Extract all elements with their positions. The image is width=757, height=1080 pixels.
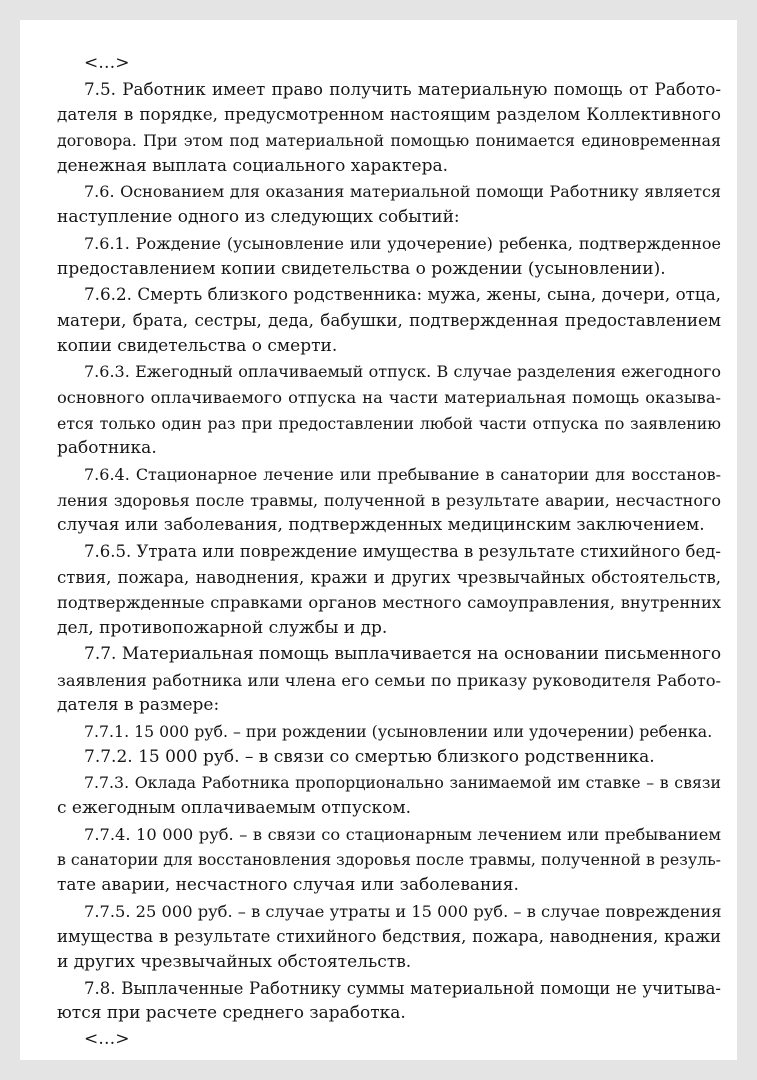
paragraph-line: денежная выплата социального характера. bbox=[57, 155, 449, 176]
paragraph-7-7-4 bbox=[57, 822, 721, 899]
paragraph-line: заявления работника или члена его семьи по приказу руководителя Работо- bbox=[57, 670, 721, 690]
paragraph-line: 7.8. Выплаченные Работнику суммы материальной помощи не учитыва- bbox=[84, 978, 721, 998]
document-page bbox=[20, 20, 737, 1060]
paragraph-7-6-3 bbox=[57, 359, 721, 462]
paragraph-7-5 bbox=[57, 77, 721, 180]
paragraph-line: матери, брата, сестры, деда, бабушки, подтвержденная предоставлением bbox=[57, 309, 721, 330]
paragraph-line: 7.6.3. Ежегодный оплачиваемый отпуск. В случае разделения ежегодного bbox=[84, 362, 721, 382]
paragraph-line: 7.6.1. Рождение (усыновление или удочерение) ребенка, подтвержденное bbox=[84, 233, 721, 253]
paragraph-7-7-5 bbox=[57, 899, 721, 976]
paragraph-7-7 bbox=[57, 642, 721, 719]
ellipsis-top: <…> bbox=[84, 53, 130, 73]
paragraph-line: 7.7.5. 25 000 руб. – в случае утраты и 15 000 руб. – в случае повреждения bbox=[84, 901, 722, 921]
paragraph-line: 7.7. Материальная помощь выплачивается на основании письменного bbox=[84, 643, 722, 664]
paragraph-7-6-5 bbox=[57, 539, 721, 642]
paragraph-line: предоставлением копии свидетельства о рождении (усыновлении). bbox=[57, 258, 666, 279]
paragraph-7-8 bbox=[57, 976, 721, 1027]
paragraph-7-7-1 bbox=[57, 719, 721, 745]
paragraph-7-7-3 bbox=[57, 770, 721, 821]
paragraph-line: ется только один раз при предоставлении любой части отпуска по заявлению bbox=[57, 413, 721, 433]
paragraph-line: дателя в порядке, предусмотренном настоящим разделом Коллективного bbox=[57, 104, 721, 125]
paragraph-line: наступление одного из следующих событий: bbox=[57, 207, 460, 228]
paragraph-line: случая или заболевания, подтвержденных медицинским заключением. bbox=[57, 515, 705, 536]
paragraph-line: подтвержденные справками органов местного самоуправления, внутренних bbox=[57, 593, 721, 613]
paragraph-7-7-2 bbox=[57, 745, 721, 771]
paragraph-line: 7.7.3. Оклада Работника пропорционально занимаемой им ставке – в связи bbox=[84, 773, 721, 793]
paragraph-line: работника. bbox=[57, 438, 157, 459]
paragraph-line: 7.7.2. 15 000 руб. – в связи со смертью близкого родственника. bbox=[84, 746, 655, 767]
paragraph-7-6-4 bbox=[57, 462, 721, 539]
paragraph-line: копии свидетельства о смерти. bbox=[57, 335, 338, 356]
paragraph-line: имущества в результате стихийного бедствия, пожара, наводнения, кражи bbox=[57, 927, 721, 947]
paragraph-line: договора. При этом под материальной помощью понимается единовременная bbox=[57, 131, 721, 151]
paragraph-line: 7.6.5. Утрата или повреждение имущества в результате стихийного бед- bbox=[84, 542, 721, 562]
paragraph-line: 7.5. Работник имеет право получить материальную помощь от Работо- bbox=[84, 78, 721, 99]
paragraph-line: и других чрезвычайных обстоятельств. bbox=[57, 952, 412, 973]
paragraph-line: ствия, пожара, наводнения, кражи и других чрезвычайных обстоятельств, bbox=[57, 567, 721, 587]
paragraph-list bbox=[57, 77, 721, 1027]
paragraph-line: ления здоровья после травмы, полученной в результате аварии, несчастного bbox=[57, 490, 721, 510]
paragraph-7-6-1 bbox=[57, 231, 721, 282]
paragraph-line: 7.6.4. Стационарное лечение или пребывание в санатории для восстанов- bbox=[84, 465, 721, 484]
paragraph-line: 7.7.1. 15 000 руб. – при рождении (усыновлении или удочерении) ребенка. bbox=[84, 721, 713, 741]
ellipsis-bottom: <…> bbox=[84, 1029, 130, 1050]
paragraph-line: 7.6. Основанием для оказания материальной помощи Работнику является bbox=[84, 182, 721, 202]
paragraph-7-6 bbox=[57, 179, 721, 230]
paragraph-line: дателя в размере: bbox=[57, 695, 220, 716]
paragraph-line: тате аварии, несчастного случая или заболевания. bbox=[57, 875, 519, 895]
paragraph-line: основного оплачиваемого отпуска на части материальная помощь оказыва- bbox=[57, 387, 721, 407]
paragraph-line: 7.7.4. 10 000 руб. – в связи со стационарным лечением или пребыванием bbox=[84, 824, 721, 844]
paragraph-line: дел, противопожарной службы и др. bbox=[57, 618, 388, 639]
paragraph-line: ются при расчете среднего заработка. bbox=[57, 1003, 406, 1024]
paragraph-line: с ежегодным оплачиваемым отпуском. bbox=[57, 797, 411, 818]
paragraph-7-6-2 bbox=[57, 282, 721, 359]
paragraph-line: 7.6.2. Смерть близкого родственника: мужа, жены, сына, дочери, отца, bbox=[84, 284, 721, 305]
paragraph-line: в санатории для восстановления здоровья после травмы, полученной в резуль- bbox=[57, 850, 721, 870]
